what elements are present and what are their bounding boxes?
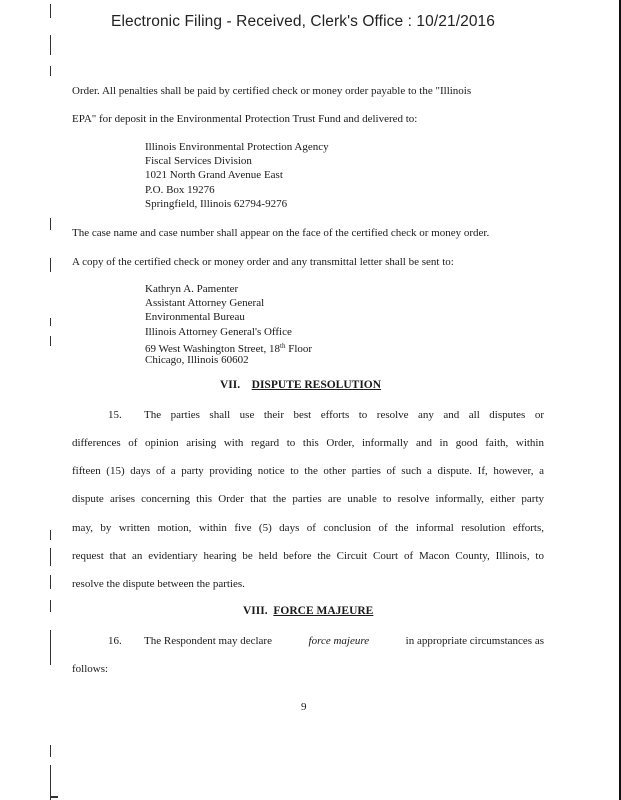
address-line: Springfield, Illinois 62794-9276 — [145, 197, 288, 210]
paragraph-number: 16. — [108, 635, 122, 647]
paragraph-line: request that an evidentiary hearing be held before the Circuit Court of Macon County, Illinois, to — [72, 550, 544, 562]
paragraph-line — [144, 634, 544, 648]
paragraph-line: may, by written motion, within five (5) days of conclusion of the informal resolution efforts, — [72, 522, 544, 534]
margin-mark — [50, 548, 51, 566]
address-line: P.O. Box 19276 — [145, 183, 215, 196]
address-line: Illinois Attorney General's Office — [145, 325, 292, 338]
section-heading-dispute-resolution — [220, 379, 381, 391]
epa-address-block — [145, 140, 329, 211]
address-line: Fiscal Services Division — [145, 155, 252, 168]
address-line: Assistant Attorney General — [145, 297, 265, 310]
ordinal-suffix: th — [280, 341, 286, 350]
margin-mark — [50, 765, 51, 800]
margin-mark — [50, 66, 51, 76]
street-floor: Floor — [285, 342, 313, 355]
margin-mark — [50, 35, 51, 55]
section-title: DISPUTE RESOLUTION — [251, 379, 382, 391]
paragraph-line: The parties shall use their best efforts to resolve any and all disputes or — [144, 409, 544, 421]
para16-pre: The Respondent may declare — [144, 635, 272, 647]
section-number: VII. — [220, 379, 241, 391]
margin-mark — [50, 4, 51, 18]
force-majeure-term: force majeure — [308, 635, 370, 647]
margin-mark — [50, 218, 51, 230]
filing-stamp: Electronic Filing - Received, Clerk's Office : 10/21/2016 — [111, 13, 495, 30]
paragraph-line: A copy of the certified check or money order and any transmittal letter shall be sent to: — [72, 256, 454, 268]
margin-mark — [50, 318, 51, 326]
section-title: FORCE MAJEURE — [273, 605, 374, 617]
ag-address-block — [145, 282, 312, 367]
section-heading-force-majeure — [243, 605, 373, 617]
paragraph-line: EPA" for deposit in the Environmental Protection Trust Fund and delivered to: — [72, 113, 418, 125]
para16-post: in appropriate circumstances as — [405, 635, 544, 647]
page-number: 9 — [301, 701, 307, 713]
address-line: Environmental Bureau — [145, 311, 245, 324]
street-text: 69 West Washington Street, 18 — [145, 342, 281, 355]
address-line: Kathryn A. Pamenter — [145, 283, 239, 295]
margin-mark — [50, 258, 51, 272]
margin-mark — [50, 530, 51, 540]
paragraph-line: follows: — [72, 663, 109, 675]
address-line: Illinois Environmental Protection Agency — [145, 141, 329, 153]
address-line: 1021 North Grand Avenue East — [145, 169, 283, 182]
address-line: Chicago, Illinois 60602 — [145, 353, 249, 366]
paragraph-line: Order. All penalties shall be paid by certified check or money order payable to the "Illinois — [72, 85, 472, 97]
section-number: VIII. — [243, 605, 268, 617]
paragraph-line: differences of opinion arising with regard to this Order, informally and in good faith, within — [72, 437, 544, 449]
paragraph-line: fifteen (15) days of a party providing notice to the other parties of such a dispute. If, however, a — [72, 465, 544, 477]
paragraph-line: resolve the dispute between the parties. — [72, 578, 245, 590]
paragraph-line: The case name and case number shall appear on the face of the certified check or money order. — [72, 227, 490, 239]
margin-mark — [50, 630, 51, 665]
address-line — [145, 339, 312, 353]
margin-mark — [50, 745, 51, 757]
margin-mark — [50, 336, 51, 346]
paragraph-number: 15. — [108, 409, 122, 421]
margin-mark — [50, 600, 51, 612]
paragraph-line: dispute arises concerning this Order that the parties are unable to resolve informally, either party — [72, 493, 544, 505]
margin-mark — [50, 575, 51, 589]
margin-mark — [50, 796, 58, 798]
